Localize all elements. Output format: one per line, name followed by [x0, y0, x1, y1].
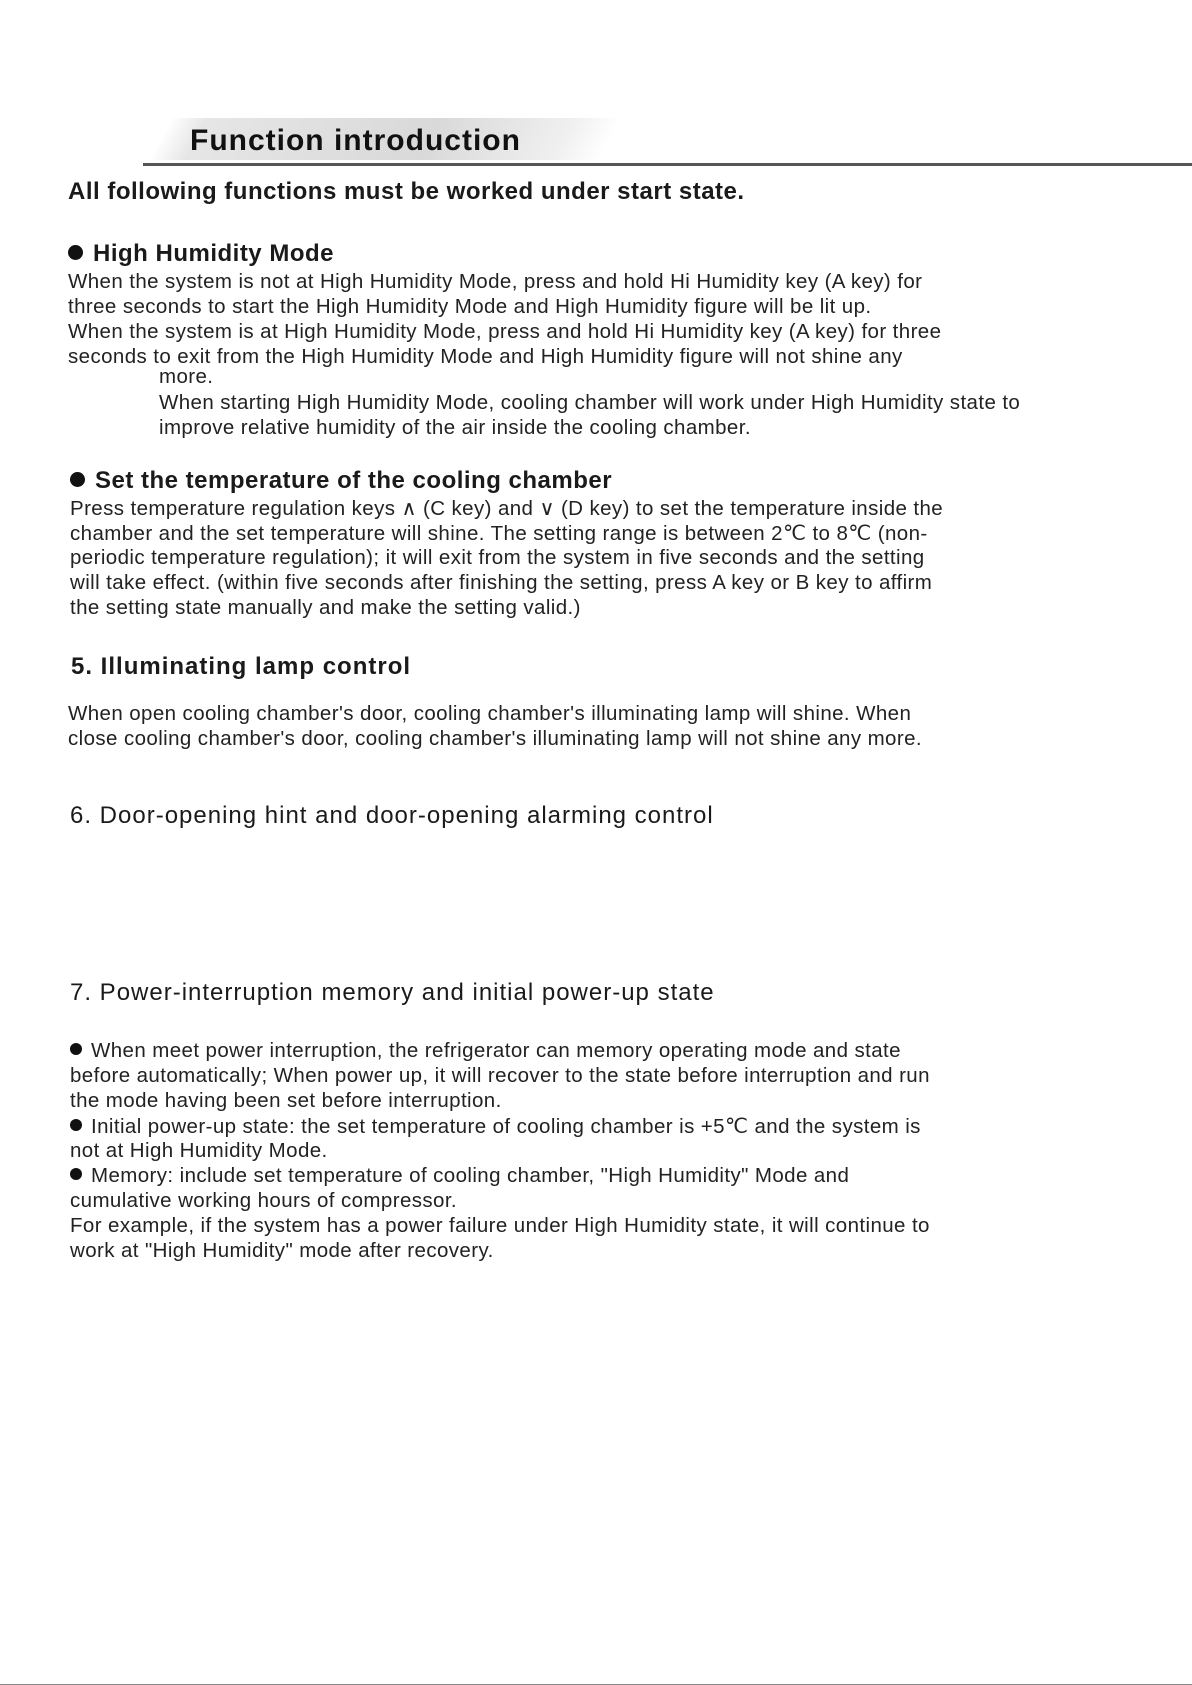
- paragraph-line: For example, if the system has a power failure under High Humidity state, it will continue to: [70, 1214, 930, 1237]
- bullet-icon: [70, 1119, 82, 1131]
- bullet-icon: [70, 1043, 82, 1055]
- paragraph-line: cumulative working hours of compressor.: [70, 1189, 458, 1212]
- bullet-icon: [70, 472, 85, 487]
- section-5-heading: 5. Illuminating lamp control: [71, 653, 412, 680]
- paragraph-line-text: Memory: include set temperature of cooling chamber, "High Humidity" Mode and: [91, 1164, 850, 1187]
- paragraph-line-text: When meet power interruption, the refrigerator can memory operating mode and state: [91, 1039, 901, 1062]
- paragraph-line: more.: [159, 365, 214, 388]
- paragraph-line: Press temperature regulation keys ∧ (C key) and ∨ (D key) to set the temperature inside the: [70, 497, 944, 520]
- section-6-heading: 6. Door-opening hint and door-opening alarming control: [70, 802, 714, 829]
- bullet-icon: [70, 1168, 82, 1180]
- paragraph-line: When starting High Humidity Mode, cooling chamber will work under High Humidity state to: [159, 391, 1021, 414]
- high-humidity-heading: [68, 240, 334, 268]
- paragraph-line: the mode having been set before interruption.: [70, 1089, 502, 1112]
- page-title: Function introduction: [190, 124, 521, 157]
- paragraph-line: [70, 1164, 849, 1188]
- intro-text: All following functions must be worked under start state.: [68, 178, 745, 205]
- paragraph-line: the setting state manually and make the setting valid.): [70, 596, 581, 619]
- paragraph-line: chamber and the set temperature will shine. The setting range is between 2℃ to 8℃ (non-: [70, 522, 928, 545]
- paragraph-line: When open cooling chamber's door, cooling chamber's illuminating lamp will shine. When: [68, 702, 912, 725]
- paragraph-line: When the system is at High Humidity Mode, press and hold Hi Humidity key (A key) for three: [68, 320, 942, 343]
- paragraph-line: will take effect. (within five seconds after finishing the setting, press A key or B key to affirm: [70, 571, 933, 594]
- paragraph-line: [70, 1039, 901, 1063]
- high-humidity-heading-text: High Humidity Mode: [93, 240, 334, 267]
- paragraph-line: work at "High Humidity" mode after recovery.: [70, 1239, 494, 1262]
- paragraph-line-text: Initial power-up state: the set temperature of cooling chamber is +5℃ and the system is: [91, 1115, 921, 1138]
- paragraph-line: before automatically; When power up, it will recover to the state before interruption and run: [70, 1064, 930, 1087]
- paragraph-line: three seconds to start the High Humidity Mode and High Humidity figure will be lit up.: [68, 295, 872, 318]
- paragraph-line: close cooling chamber's door, cooling chamber's illuminating lamp will not shine any more.: [68, 727, 922, 750]
- paragraph-line: improve relative humidity of the air inside the cooling chamber.: [159, 416, 751, 439]
- paragraph-line: periodic temperature regulation); it will exit from the system in five seconds and the setting: [70, 546, 925, 569]
- header-divider: [143, 163, 1192, 166]
- set-temperature-heading-text: Set the temperature of the cooling chamber: [95, 467, 613, 494]
- paragraph-line: [70, 1114, 921, 1139]
- paragraph-line: not at High Humidity Mode.: [70, 1139, 328, 1162]
- section-7-heading: 7. Power-interruption memory and initial power-up state: [70, 979, 715, 1006]
- paragraph-line: When the system is not at High Humidity Mode, press and hold Hi Humidity key (A key) for: [68, 270, 923, 293]
- set-temperature-heading: [70, 467, 612, 495]
- paragraph-line: seconds to exit from the High Humidity Mode and High Humidity figure will not shine any: [68, 345, 903, 368]
- bullet-icon: [68, 245, 83, 260]
